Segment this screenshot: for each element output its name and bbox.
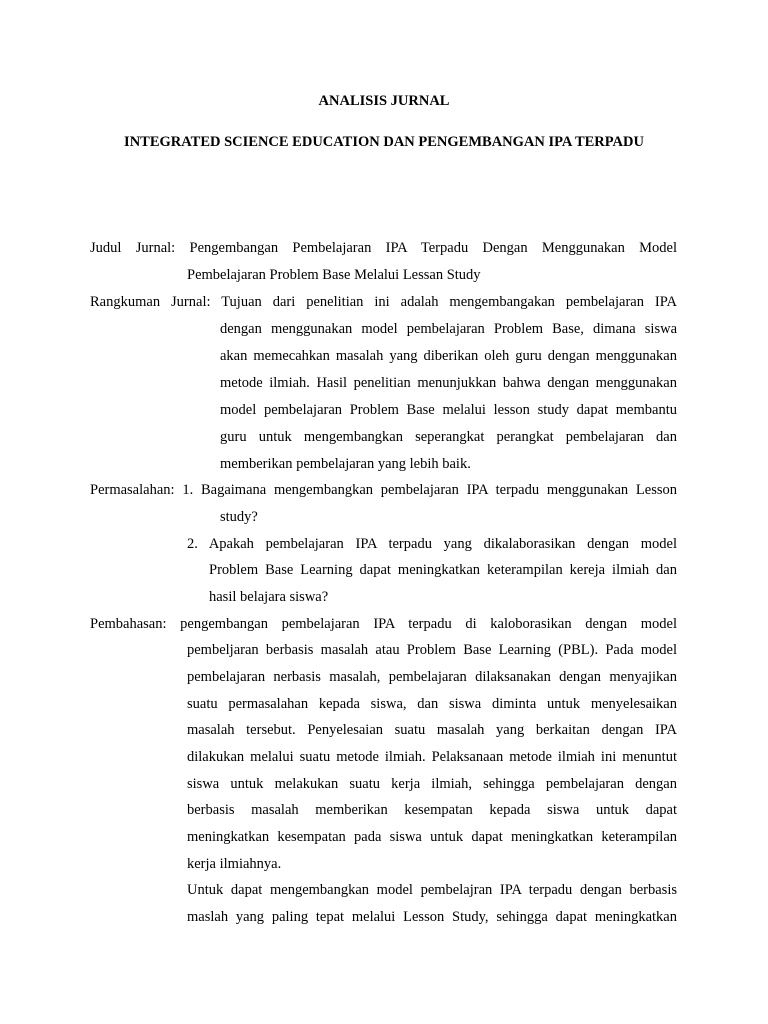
pembahasan-text-line: suatu permasalahan kepada siswa, dan siswa diminta untuk menyelesaikan	[187, 696, 677, 712]
permasalahan-item-text-line: hasil belajara siswa?	[209, 589, 329, 605]
pembahasan-label: Pembahasan:	[90, 616, 167, 632]
permasalahan-item-text: Apakah pembelajaran IPA terpadu yang dikalaborasikan dengan model	[208, 536, 678, 552]
rangkuman-text-line: guru untuk mengembangkan seperangkat perangkat pembelajaran dan	[220, 429, 677, 445]
permasalahan-first-line	[90, 481, 677, 499]
pembahasan-text-line: siswa untuk melakukan suatu kerja ilmiah, sehingga pembelajaran dengan	[187, 776, 677, 792]
permasalahan-item-number: 1.	[182, 482, 194, 498]
pembahasan-text-line: Untuk dapat mengembangkan model pembelajran IPA terpadu dengan berbasis	[187, 882, 677, 898]
permasalahan-item-text-line: Problem Base Learning dapat meningkatkan keterampilan kereja ilmiah dan	[209, 562, 677, 578]
rangkuman-text-line: akan memecahkan masalah yang diberikan oleh guru dengan menggunakan	[220, 348, 677, 364]
judul-label: Judul Jurnal:	[90, 240, 176, 256]
pembahasan-text: pengembangan pembelajaran IPA terpadu di kaloborasikan dengan model	[180, 616, 678, 632]
pembahasan-first-line	[90, 615, 677, 633]
rangkuman-text: Tujuan dari penelitian ini adalah mengembangakan pembelajaran IPA	[221, 294, 677, 310]
rangkuman-text-line: dengan menggunakan model pembelajaran Problem Base, dimana siswa	[220, 321, 677, 337]
rangkuman-text-line: model pembelajaran Problem Base melalui lesson study dapat membantu	[220, 402, 677, 418]
document-subtitle: INTEGRATED SCIENCE EDUCATION DAN PENGEMBANGAN IPA TERPADU	[124, 134, 644, 150]
judul-text-line: Pembelajaran Problem Base Melalui Lessan Study	[187, 267, 481, 283]
permasalahan-item-text-line: study?	[220, 509, 258, 525]
pembahasan-text-line: dilakukan melalui suatu metode ilmiah. Pelaksanaan metode ilmiah ini menuntut	[187, 749, 677, 765]
rangkuman-first-line	[90, 293, 677, 311]
rangkuman-text-line: metode ilmiah. Hasil penelitian menunjukkan bahwa dengan menggunakan	[220, 375, 677, 391]
pembahasan-text-line: berbasis masalah memberikan kesempatan kepada siswa untuk dapat	[187, 802, 677, 818]
permasalahan-item-text: Bagaimana mengembangkan pembelajaran IPA terpadu menggunakan Lesson	[200, 482, 678, 498]
pembahasan-text-line: pembeljaran berbasis masalah atau Problem Base Learning (PBL). Pada model	[187, 642, 677, 658]
judul-text: Pengembangan Pembelajaran IPA Terpadu Dengan Menggunakan Model	[189, 240, 678, 256]
permasalahan-item-number: 2.	[187, 536, 198, 552]
pembahasan-text-line: pembelajaran nerbasis masalah, pembelajaran dilaksanakan dengan menyajikan	[187, 669, 677, 685]
pembahasan-text-line: maslah yang paling tepat melalui Lesson Study, sehingga dapat meningkatkan	[187, 909, 677, 925]
permasalahan-item2-first-line	[187, 535, 677, 553]
rangkuman-label: Rangkuman Jurnal:	[90, 294, 211, 310]
pembahasan-text-line: kerja ilmiahnya.	[187, 856, 282, 872]
pembahasan-text-line: masalah tersebut. Penyelesaian suatu masalah yang berkaitan dengan IPA	[187, 722, 677, 738]
rangkuman-text-line: memberikan pembelajaran yang lebih baik.	[220, 456, 471, 472]
judul-first-line	[90, 239, 677, 257]
pembahasan-text-line: meningkatkan kesempatan pada siswa untuk dapat meningkatkan keterampilan	[187, 829, 677, 845]
permasalahan-label: Permasalahan:	[90, 482, 175, 498]
document-title: ANALISIS JURNAL	[318, 93, 450, 109]
